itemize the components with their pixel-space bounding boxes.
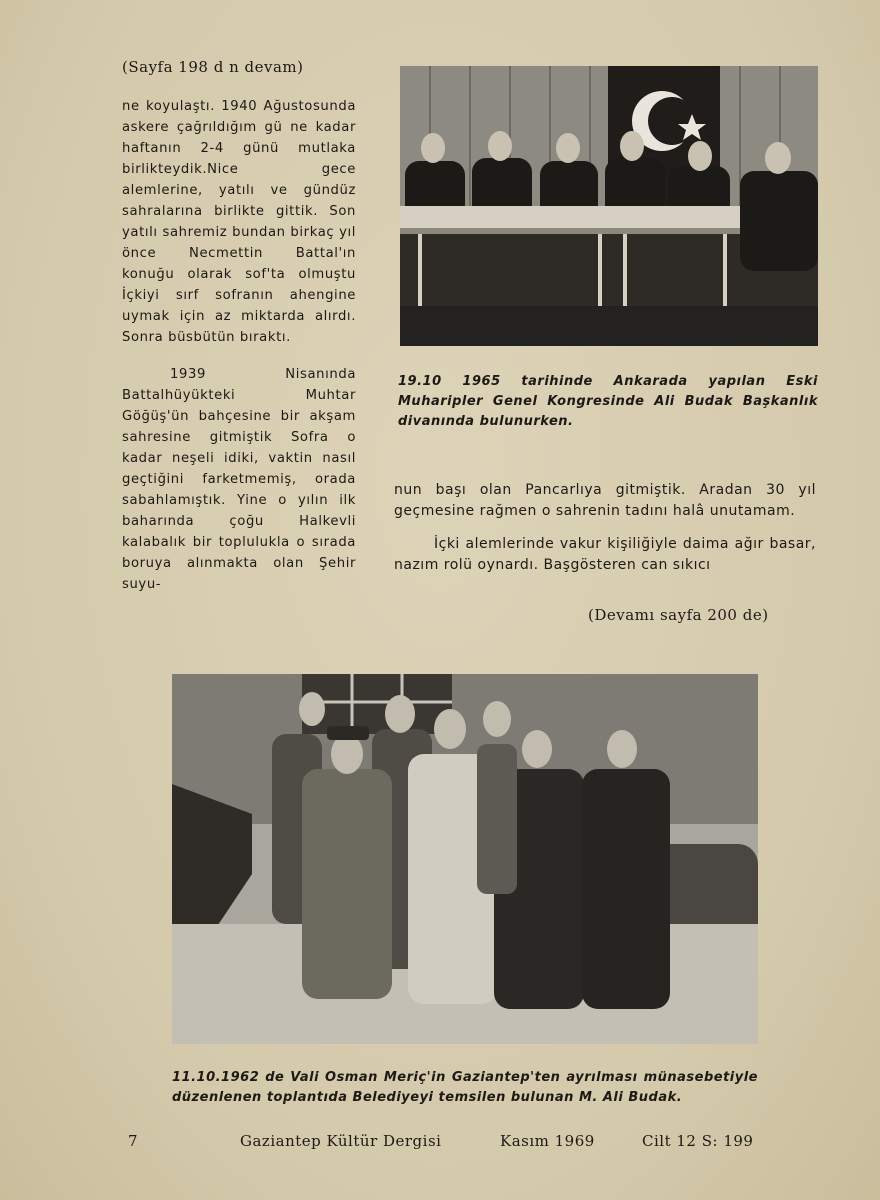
farewell-photo-caption: 11.10.1962 de Vali Osman Meriç'in Gaziantep'ten ayrılması münasebetiyle düzenlenen toplantıda Belediyeyi temsilen bulunan M. Ali Budak.	[172, 1070, 758, 1105]
volume-issue: Cilt 12 S: 199	[642, 1132, 754, 1150]
paragraph: ne koyulaştı. 1940 Ağustosunda askere çağrıldığım gü ne kadar haftanın 2-4 günü mutlaka birlikteydik.Nice gece alemlerine, yatılı ve gündüz sahralarına birlikte gittik. Son yatılı sahremiz bundan birkaç yıl önce Necmettin Battal'ın konuğu olarak sof'ta olmuştu İçkiyi sırf sofranın ahengine uymak için az miktarda alırdı. Sonra büsbütün bıraktı.	[122, 99, 356, 345]
continued-on-note: (Devamı sayfa 200 de)	[588, 606, 769, 624]
issue-date: Kasım 1969	[500, 1132, 595, 1150]
farewell-photo	[172, 674, 758, 1044]
left-text-column	[122, 96, 356, 611]
paragraph: İçki alemlerinde vakur kişiliğiyle daima ağır basar, nazım rolü oynardı. Başgösteren can sıkıcı	[394, 536, 816, 573]
paragraph: nun başı olan Pancarlıya gitmiştik. Aradan 30 yıl geçmesine rağmen o sahrenin tadını halâ unutamam.	[394, 482, 816, 519]
paragraph: 1939 Nisanında Battalhüyükteki Muhtar Göğüş'ün bahçesine bir akşam sahresine gitmiştik Sofra o kadar neşeli idiki, vaktin nasıl geçtiğini farketmemiş, orada sabahlamıştık. Yine o yılın ilk baharında çoğu Halkevli kalabalık bir toplulukla o sırada boruya alınmakta olan Şehir suyu-	[122, 367, 356, 592]
congress-photo	[400, 66, 818, 346]
magazine-title: Gaziantep Kültür Dergisi	[240, 1132, 442, 1150]
page-number: 7	[128, 1132, 139, 1150]
congress-photo-caption: 19.10 1965 tarihinde Ankarada yapılan Eski Muharipler Genel Kongresinde Ali Budak Başkanlık divanında bulunurken.	[398, 374, 818, 429]
continued-from-note: (Sayfa 198 d n devam)	[122, 58, 304, 76]
right-text-column	[394, 480, 816, 588]
